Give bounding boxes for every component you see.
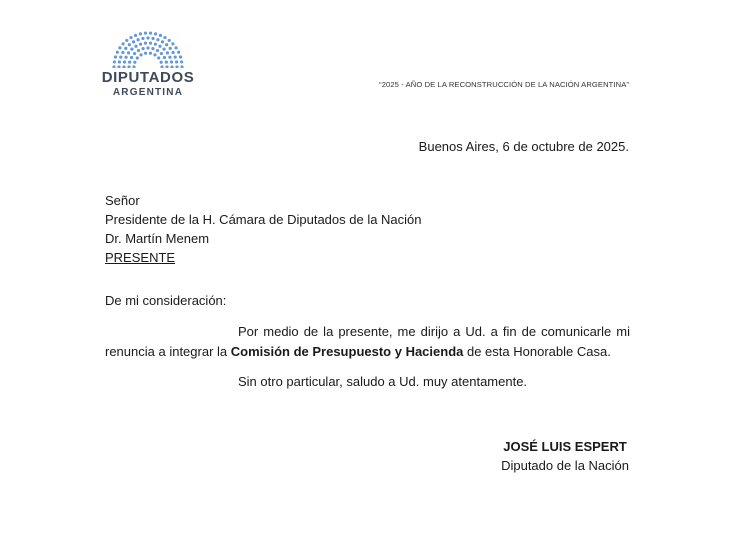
committee-name: Comisión de Presupuesto y Hacienda xyxy=(230,344,464,359)
year-motto: “2025 - AÑO DE LA RECONSTRUCCIÓN DE LA NACIÓN ARGENTINA” xyxy=(379,80,629,89)
signature-block xyxy=(501,437,629,475)
letter-body xyxy=(105,322,630,392)
body-paragraph-2: Sin otro particular, saludo a Ud. muy atentamente. xyxy=(238,374,528,389)
letter-date: Buenos Aires, 6 de octubre de 2025. xyxy=(418,139,629,154)
logo-word: DIPUTADOS xyxy=(101,69,195,86)
addressee-presente: PRESENTE xyxy=(105,250,176,265)
greeting: De mi consideración: xyxy=(105,293,227,308)
addressee-position: Presidente de la H. Cámara de Diputados de la Nación xyxy=(105,212,422,227)
addressee-salutation: Señor xyxy=(105,193,140,208)
signer-title: Diputado de la Nación xyxy=(501,458,629,473)
congress-hemicycle-icon xyxy=(109,30,187,68)
body-text-1: Por medio de la presente, me dirijo a Ud. a fin de comunicarle mi renuncia a integrar la xyxy=(105,324,630,359)
diputados-logo xyxy=(100,30,196,99)
addressee-block xyxy=(105,191,422,267)
body-text-2: de esta Honorable Casa. xyxy=(463,344,611,359)
addressee-name: Dr. Martín Menem xyxy=(105,231,210,246)
logo-subtitle: ARGENTINA xyxy=(112,87,184,98)
signer-name: JOSÉ LUIS ESPERT xyxy=(503,439,627,454)
body-paragraph-1 xyxy=(105,322,630,362)
